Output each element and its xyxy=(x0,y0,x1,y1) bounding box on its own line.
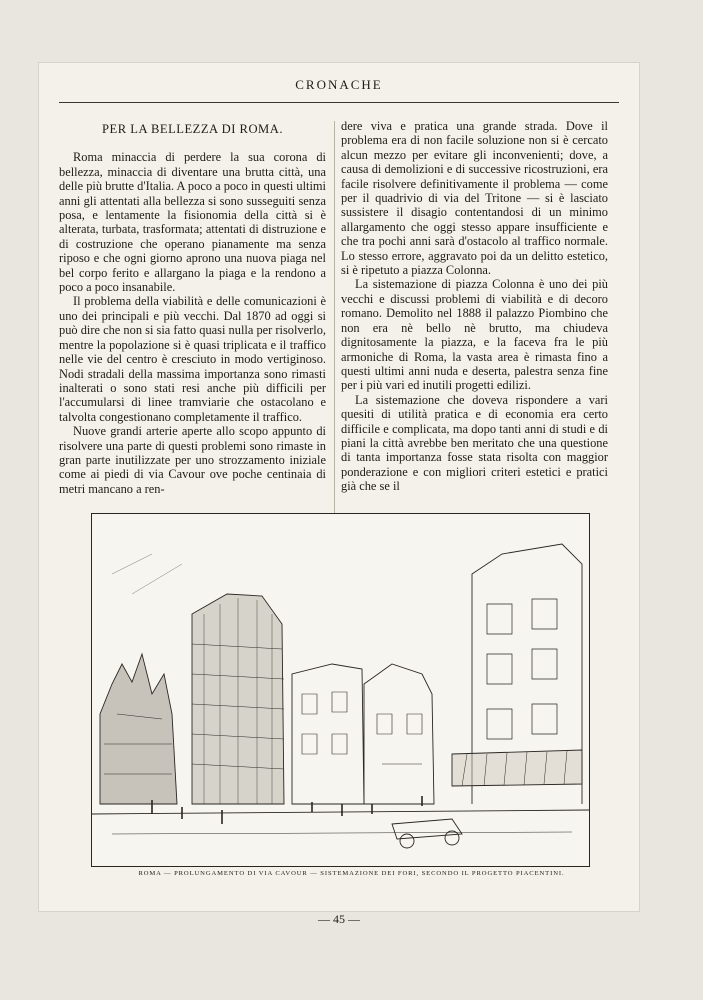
header-rule xyxy=(59,102,619,103)
paragraph: Il problema della viabilità e delle comunicazioni è uno dei principali e più vecchi. Dal 1870 ad oggi si può dire che non si sia fatto quasi nulla per risolverlo, mentre la popolazione si è quasi triplicata e il traffico nelle vie del centro è cresciuto in modo vertiginoso. Nodi stradali della massima importanza sono rimasti inalterati o sono stati resi anche più difficili per l'accumularsi di linee tramviarie che ostacolano e talvolta congestionano completamente il traffico. xyxy=(59,294,326,424)
paragraph: La sistemazione di piazza Colonna è uno dei più vecchi e discussi problemi di viabilità e di decoro romano. Demolito nel 1888 il palazzo Piombino che non era nè bello nè brutto, ma chiudeva dignitosamente la piazza, e la faceva fra le più armoniche di Roma, la vasta area è rimasta fino a questi ultimi anni nuda e deserta, palestra senza fine per i più vari ed inutili progetti edilizi. xyxy=(341,277,608,393)
right-column xyxy=(341,119,608,494)
paragraph: dere viva e pratica una grande strada. Dove il problema era di non facile soluzione non si è cercato alcun mezzo per evitare gli inconvenienti; dove, a causa di demolizioni e di successive ricostruzioni, era facile risolvere definitivamente il problema — come per il quadrivio di via del Tritone — si è lasciato sussistere il disagio contentandosi di un minimo allargamento che oggi stesso appare insufficiente e che tra pochi anni sarà d'ostacolo al traffico normale. Lo stesso errore, aggravato poi da un delitto estetico, si è ripetuto a piazza Colonna. xyxy=(341,119,608,278)
page xyxy=(38,62,640,926)
paragraph: Nuove grandi arterie aperte allo scopo appunto di risolvere una parte di questi problemi sono rimaste in gran parte inutilizzate per uno strozzamento iniziale come ai piedi di via Cavour ove poche centinaia di metri mancano a ren- xyxy=(59,424,326,496)
paragraph: La sistemazione che doveva rispondere a vari quesiti di utilità pratica e di economia era certo difficile e complicata, ma dopo tanti anni di studi e di piani la città avrebbe ben meritato che una questione di tanta importanza fosse stata risolta con maggior ponderazione e con migliori criteri estetici e pratici già che se il xyxy=(341,392,608,494)
sketch-drawing xyxy=(92,514,589,866)
running-header: CRONACHE xyxy=(295,77,383,92)
paragraph: Roma minaccia di perdere la sua corona di bellezza, minaccia di diventare una brutta città, una delle più brutte d'Italia. A poco a poco in questi ultimi anni gli attentati alla bellezza si sono susseguiti senza posa, e lentamente la fisionomia della città si è alterata, turbata, trasformata; attentati di distruzione e di costruzione che operano pianamente ma senza riposo e che ogni giorno aprono una nuova piaga nel bel corpo ferito e allargano la piaga e la rendono a poco a poco insanabile. xyxy=(59,150,326,295)
page-number: — 45 — xyxy=(318,912,360,926)
figure-caption: ROMA — PROLUNGAMENTO DI VIA CAVOUR — SISTEMAZIONE DEI FORI, SECONDO IL PROGETTO PIACENTINI. xyxy=(138,870,565,877)
illustration-piazza-sketch xyxy=(91,513,590,867)
article-title: PER LA BELLEZZA DI ROMA. xyxy=(102,122,283,136)
column-divider xyxy=(334,121,335,537)
left-column xyxy=(59,119,326,496)
